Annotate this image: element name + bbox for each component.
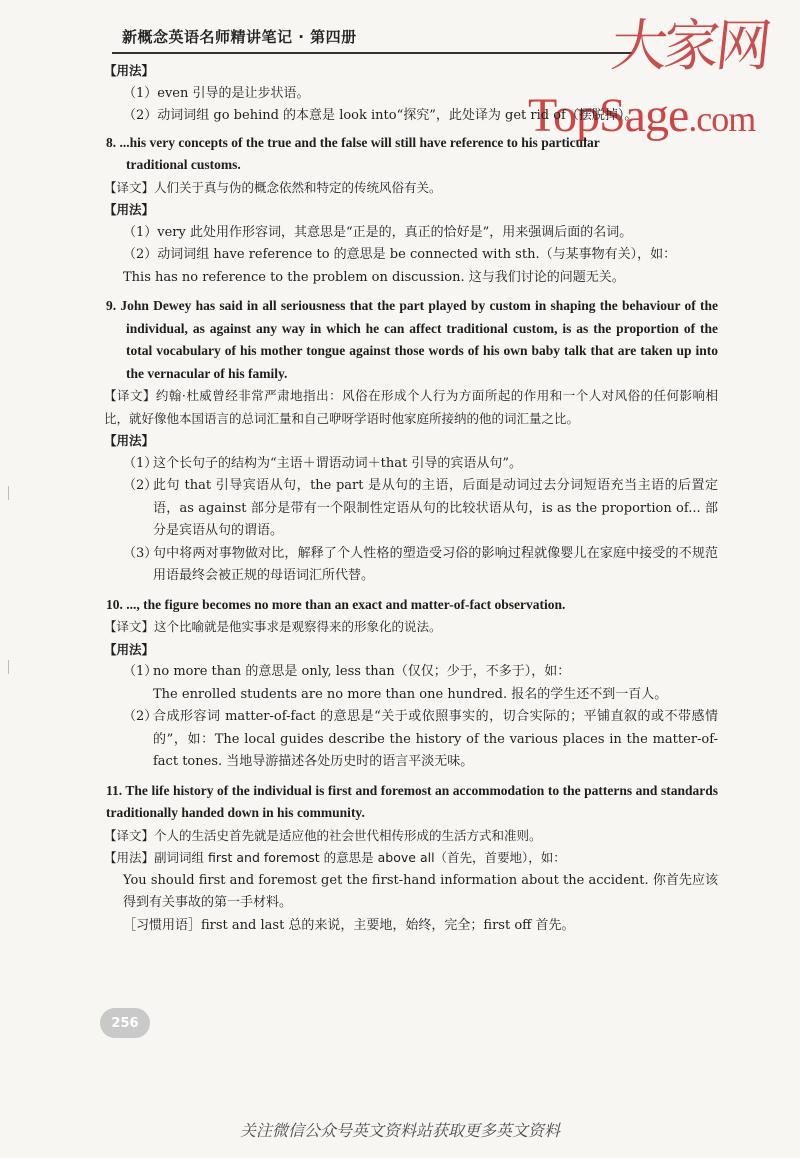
usage-example: This has no reference to the problem on discussion. 这与我们讨论的问题无关。 xyxy=(123,269,625,285)
usage-item-text: 此句 that 引导宾语从句，the part 是从句的主语，后面是动词过去分词短语充当主语的后置定语，as against 部分是带有一个限制性定语从句的比较状语从句，is as the proportion of... 部分是宾语从句的谓语。 xyxy=(153,478,718,538)
footer-watermark: 关注微信公众号英文资料站获取更多英文资料 xyxy=(239,1121,560,1140)
usage-item: （2）动词词组 go behind 的本意是 look into“探究”，此处译为 get rid of（摆脱掉）。 xyxy=(123,108,638,123)
usage-label: 【用法】 xyxy=(104,641,155,657)
sentence-8 xyxy=(106,132,718,177)
usage-item-text: 合成形容词 matter-of-fact 的意思是“关于或依照事实的，切合实际的；平铺直叙的或不带感情的”，如：The local guides describe the history of the various places in the matter-of-fact tones. 当地导游描述各处历史时的语言平淡无味。 xyxy=(153,709,718,769)
usage-label: 【用法】 xyxy=(104,63,155,78)
page-content xyxy=(106,60,718,937)
usage-item-body: no more than 的意思是 only, less than（仅仅；少于，不多于），如： xyxy=(153,664,571,679)
usage-item: （1）very 此处用作形容词，其意思是“正是的，真正的恰好是”，用来强调后面的名词。 xyxy=(123,224,633,240)
sentence-11: 11. The life history of the individual is first and foremost an accommodation to the patterns and standards traditionally handed down in his community. xyxy=(106,782,718,820)
translation-11: 【译文】个人的生活史首先就是适应他的社会世代相传形成的生活方式和准则。 xyxy=(104,827,542,843)
logo-cn-text: 大家网 xyxy=(608,14,771,79)
usage-11: 【用法】副词词组 first and foremost 的意思是 above all（首先，首要地），如： xyxy=(104,850,566,865)
usage-item-number: （1） xyxy=(123,455,158,471)
usage-item: （2）动词词组 have reference to 的意思是 be connected with sth.（与某事物有关），如： xyxy=(123,247,677,262)
usage-item-text: 句中将两对事物做对比，解释了个人性格的塑造受习俗的影响过程就像婴儿在家庭中接受的不规范用语最终会被正规的母语词汇所代替。 xyxy=(153,545,718,583)
margin-mark xyxy=(8,660,9,674)
usage-item-text xyxy=(153,661,718,706)
usage-item xyxy=(106,475,718,543)
usage-item xyxy=(106,661,718,706)
usage-label: 【用法】 xyxy=(104,202,155,217)
sentence-10: 10. ..., the figure becomes no more than an exact and matter-of-fact observation. xyxy=(106,596,566,612)
sentence-9: 9. John Dewey has said in all seriousness that the part played by custom in shaping the behaviour of the individual, as against any way in which he can affect traditional custom, is as the proportion of the total vocabulary of his mother tongue against those words of his own baby talk that are taken up into the vernacular of his family. xyxy=(106,298,718,381)
translation-10: 【译文】这个比喻就是他实事求是观察得来的形象化的说法。 xyxy=(104,619,442,634)
header-rule xyxy=(112,52,632,54)
book-title: 新概念英语名师精讲笔记 · 第四册 xyxy=(122,28,357,46)
logo-en-suffix: .com xyxy=(688,99,756,139)
usage-example: You should first and foremost get the first-hand information about the accident. 你首先应该得到有关事故的第一手材料。 xyxy=(123,872,718,910)
translation-8: 【译文】人们关于真与伪的概念依然和特定的传统风俗有关。 xyxy=(104,179,442,195)
usage-item-number: （3） xyxy=(123,545,158,561)
idiom-note: ［习惯用语］first and last 总的来说，主要地，始终，完全；first off 首先。 xyxy=(123,917,575,933)
usage-item: （1）even 引导的是让步状语。 xyxy=(123,85,310,101)
usage-label: 【用法】 xyxy=(104,433,155,448)
sentence-8-line2: traditional customs. xyxy=(126,157,241,172)
sentence-8-line1: 8. ...his very concepts of the true and the false will still have reference to his particular xyxy=(106,134,600,150)
usage-item-number: （2） xyxy=(123,709,158,724)
usage-item-number: （2） xyxy=(123,478,158,493)
translation-9: 【译文】约翰·杜威曾经非常严肃地指出：风俗在形成个人行为方面所起的作用和一个人对风俗的任何影响相比，就好像他本国语言的总词汇量和自己咿呀学语时他家庭所接纳的他的词汇量之比。 xyxy=(104,388,718,426)
usage-item-text: 这个长句子的结构为“主语＋谓语动词＋that 引导的宾语从句”。 xyxy=(153,455,522,471)
usage-item xyxy=(106,543,718,588)
page-number: 256 xyxy=(100,1008,150,1038)
usage-item-number: （1） xyxy=(123,664,158,679)
usage-item xyxy=(106,706,718,774)
logo-en-text: TopSage xyxy=(528,89,689,142)
margin-mark xyxy=(8,486,9,500)
usage-item xyxy=(106,453,718,476)
usage-example: The enrolled students are no more than one hundred. 报名的学生还不到一百人。 xyxy=(153,686,668,702)
